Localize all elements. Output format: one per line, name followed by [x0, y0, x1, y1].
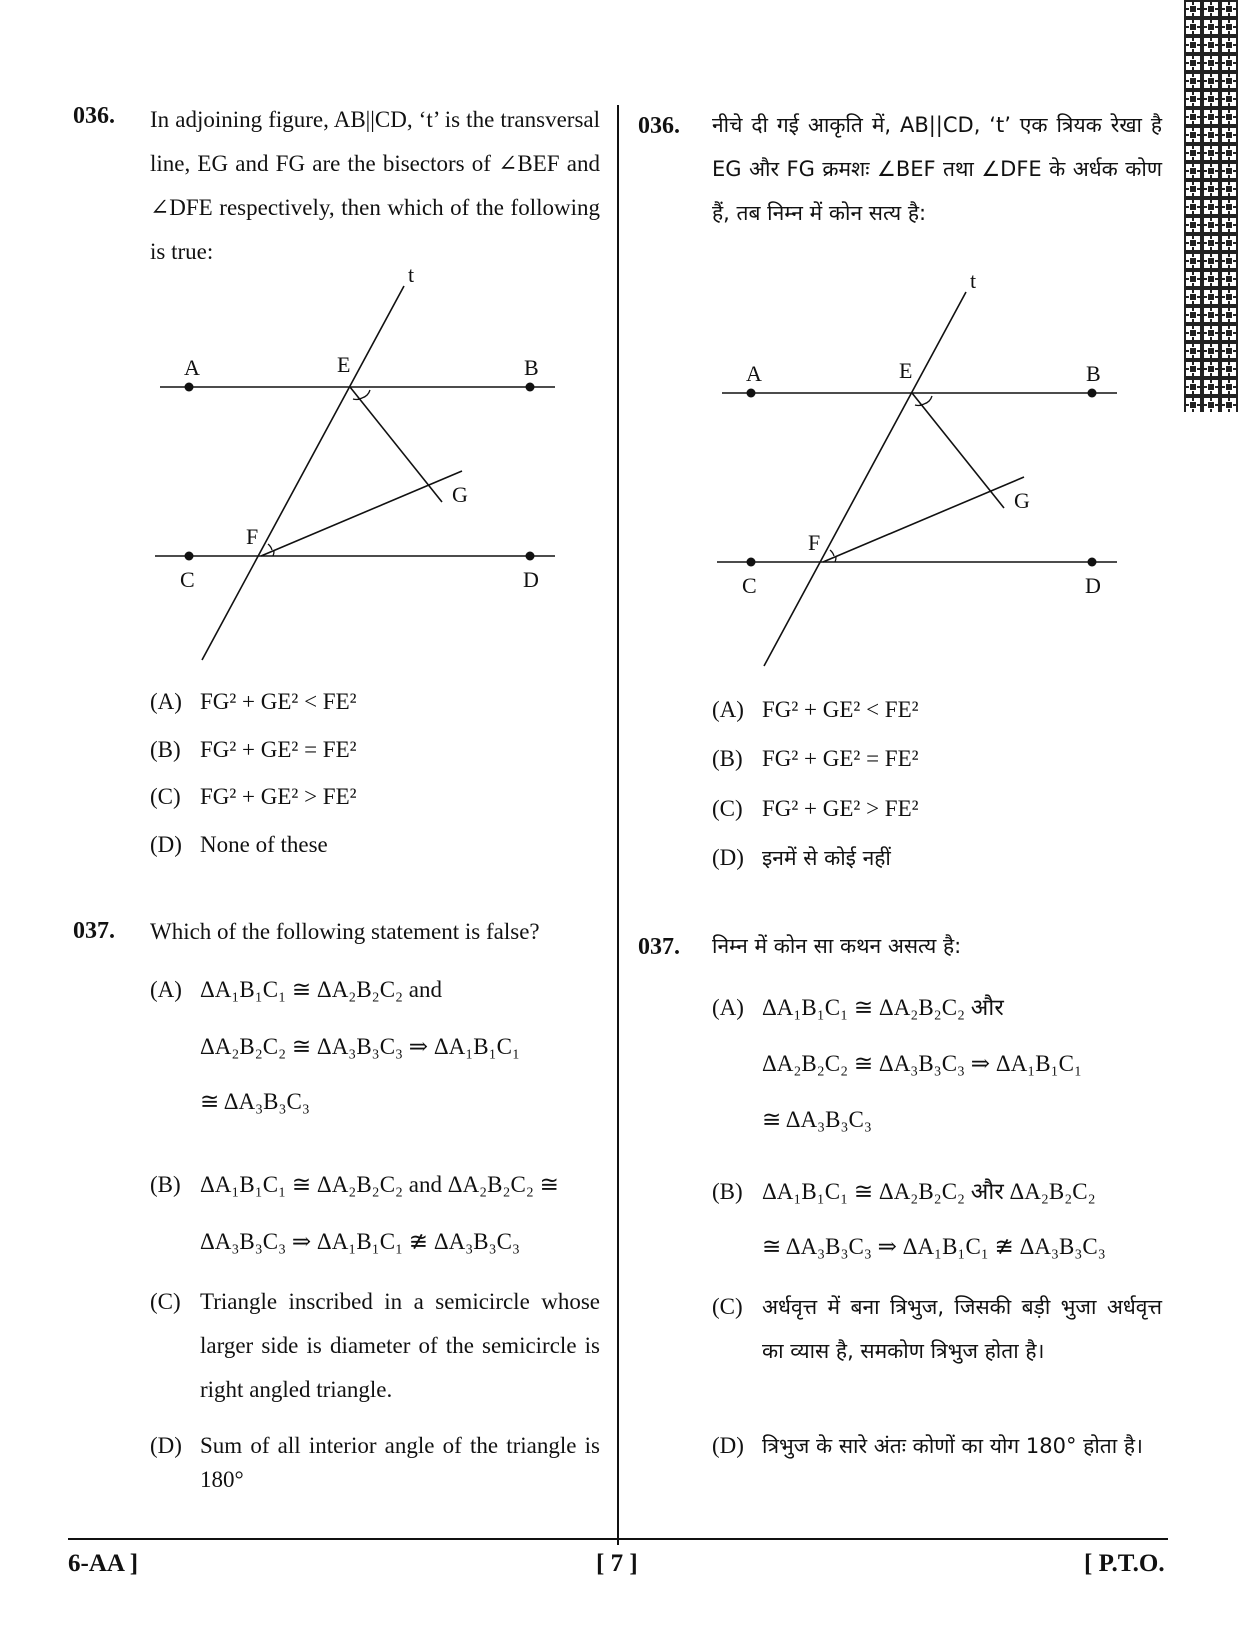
transversal-t	[202, 286, 404, 660]
decorative-pattern	[1184, 0, 1238, 412]
footer-rule	[68, 1538, 1168, 1540]
page-number: [ 7 ]	[596, 1550, 638, 1577]
option-c: (C) Triangle inscribed in a semicircle whose larger side is diameter of the semicircle is right angled triangle.	[150, 1289, 600, 1402]
point-d	[526, 552, 535, 561]
label-e: E	[337, 352, 351, 377]
point-c	[747, 558, 756, 567]
option-d: (D) त्रिभुज के सारे अंतः कोणों का योग 180° होता है।	[712, 1433, 1143, 1458]
question-text: Which of the following statement is false?	[150, 919, 540, 944]
label-c: C	[742, 573, 757, 598]
point-c	[185, 552, 194, 561]
question-number: 036.	[73, 103, 115, 129]
label-c: C	[180, 567, 195, 592]
transversal-t	[764, 292, 966, 666]
segment-fg	[823, 477, 1024, 562]
label-g: G	[1014, 488, 1030, 513]
label-a: A	[746, 361, 762, 386]
question-text: निम्न में कोन सा कथन असत्य है:	[712, 934, 962, 958]
option-d: (D) Sum of all interior angle of the triangle is 180°	[150, 1433, 600, 1492]
label-t: t	[408, 262, 415, 287]
question-text: नीचे दी गई आकृति में, AB||CD, ‘t’ एक त्रियक रेखा है EG और FG क्रमशः ∠BEF तथा ∠DFE के अर्धक कोण हैं, तब निम्न में कोन सत्य है:	[712, 113, 1162, 225]
question-number: 036.	[638, 113, 680, 139]
label-f: F	[246, 524, 259, 549]
angle-mark-f	[268, 544, 274, 556]
geometry-figure	[702, 268, 1142, 678]
label-b: B	[524, 355, 539, 380]
column-divider	[617, 105, 619, 1545]
geometry-figure	[140, 262, 580, 672]
label-a: A	[184, 355, 200, 380]
point-d	[1088, 558, 1097, 567]
question-text: In adjoining figure, AB||CD, ‘t’ is the transversal line, EG and FG are the bisectors of ∠BEF and ∠DFE respectively, then which of the following is true:	[150, 107, 600, 264]
point-b	[526, 383, 535, 392]
footer-code: 6-AA ]	[68, 1550, 139, 1577]
question-number: 037.	[73, 918, 115, 944]
pto-label: [ P.T.O.	[1084, 1550, 1165, 1577]
option-c: (C) अर्धवृत्त में बना त्रिभुज, जिसकी बड़ी भुजा अर्धवृत्त का व्यास है, समकोण त्रिभुज होता है।	[712, 1294, 1162, 1363]
point-b	[1088, 389, 1097, 398]
point-a	[185, 383, 194, 392]
angle-mark-f	[830, 550, 836, 562]
label-g: G	[452, 482, 468, 507]
question-number: 037.	[638, 934, 680, 960]
label-e: E	[899, 358, 913, 383]
label-f: F	[808, 530, 821, 555]
label-d: D	[523, 567, 539, 592]
label-b: B	[1086, 361, 1101, 386]
point-a	[747, 389, 756, 398]
label-d: D	[1085, 573, 1101, 598]
segment-fg	[261, 471, 462, 556]
label-t: t	[970, 268, 977, 293]
